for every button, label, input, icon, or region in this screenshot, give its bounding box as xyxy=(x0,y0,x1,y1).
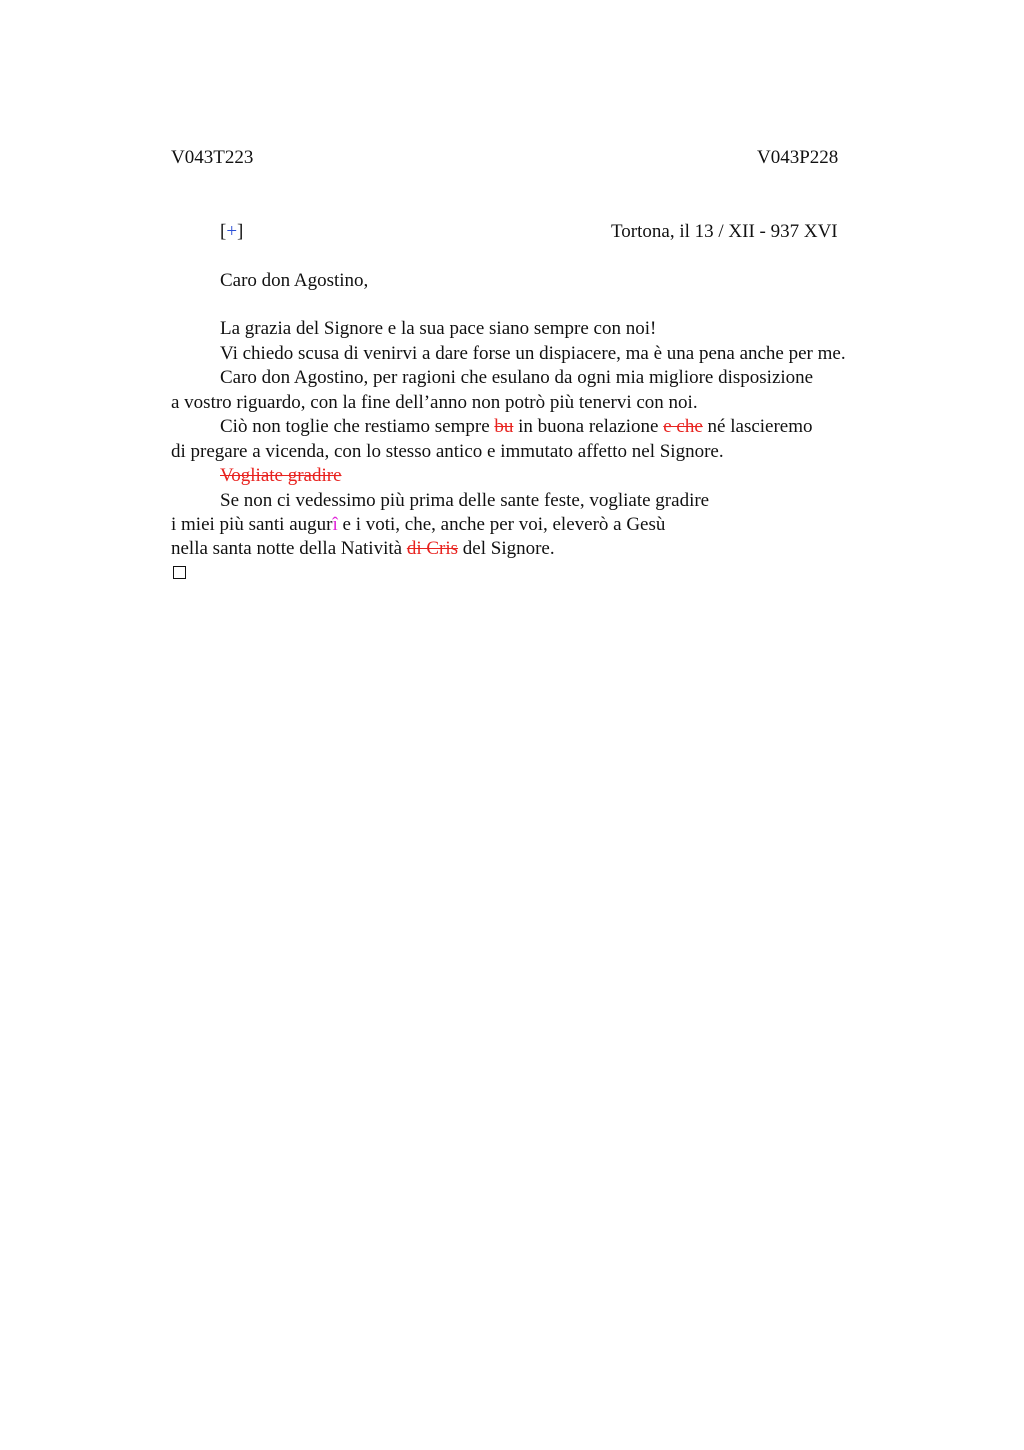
wishes-text-a: i miei più santi augur xyxy=(171,514,333,535)
deleted-text-bu: bu xyxy=(494,416,514,437)
cross-marker xyxy=(220,220,243,244)
relation-text-b: in buona relazione xyxy=(513,416,664,437)
relation-text-c: né lascieremo xyxy=(702,416,813,437)
wishes-text-b: e i voti, che, anche per voi, eleverò a Gesù xyxy=(337,514,666,535)
paragraph-wishes-line-2 xyxy=(171,513,665,537)
paragraph-reason-line-2: a vostro riguardo, con la fine dell’anno non potrò più tenervi con noi. xyxy=(171,392,698,413)
paragraph-relation-line-2: di pregare a vicenda, con lo stesso antico e immutato affetto nel Signore. xyxy=(171,441,724,462)
deleted-text-e-che: e che xyxy=(663,416,703,437)
inserted-letter: î xyxy=(332,514,338,535)
plus-marker: + xyxy=(226,221,238,242)
deleted-line: Vogliate gradire xyxy=(220,465,342,486)
paragraph-reason-line-1: Caro don Agostino, per ragioni che esulano da ogni mia migliore disposizione xyxy=(220,367,814,388)
paragraph-wishes-line-3 xyxy=(171,537,555,561)
paragraph-greeting: La grazia del Signore e la sua pace siano sempre con noi! xyxy=(220,318,657,339)
relation-text-a: Ciò non toglie che restiamo sempre xyxy=(220,416,495,437)
paragraph-relation-line-1 xyxy=(220,415,813,439)
marker-close-bracket: ] xyxy=(237,221,244,242)
wishes-text-d: del Signore. xyxy=(458,538,555,559)
document-code-left: V043T223 xyxy=(171,147,254,168)
wishes-text-c: nella santa notte della Natività xyxy=(171,538,407,559)
end-box-icon xyxy=(173,566,186,579)
salutation: Caro don Agostino, xyxy=(220,270,369,291)
paragraph-wishes-line-1: Se non ci vedessimo più prima delle sante feste, vogliate gradire xyxy=(220,490,710,511)
paragraph-apology: Vi chiedo scusa di venirvi a dare forse un dispiacere, ma è una pena anche per me. xyxy=(220,343,846,364)
marker-open-bracket: [ xyxy=(220,221,227,242)
deleted-text-di-cris: di Cris xyxy=(406,538,459,559)
document-code-right: V043P228 xyxy=(757,147,839,168)
place-date: Tortona, il 13 / XII - 937 XVI xyxy=(611,221,838,242)
